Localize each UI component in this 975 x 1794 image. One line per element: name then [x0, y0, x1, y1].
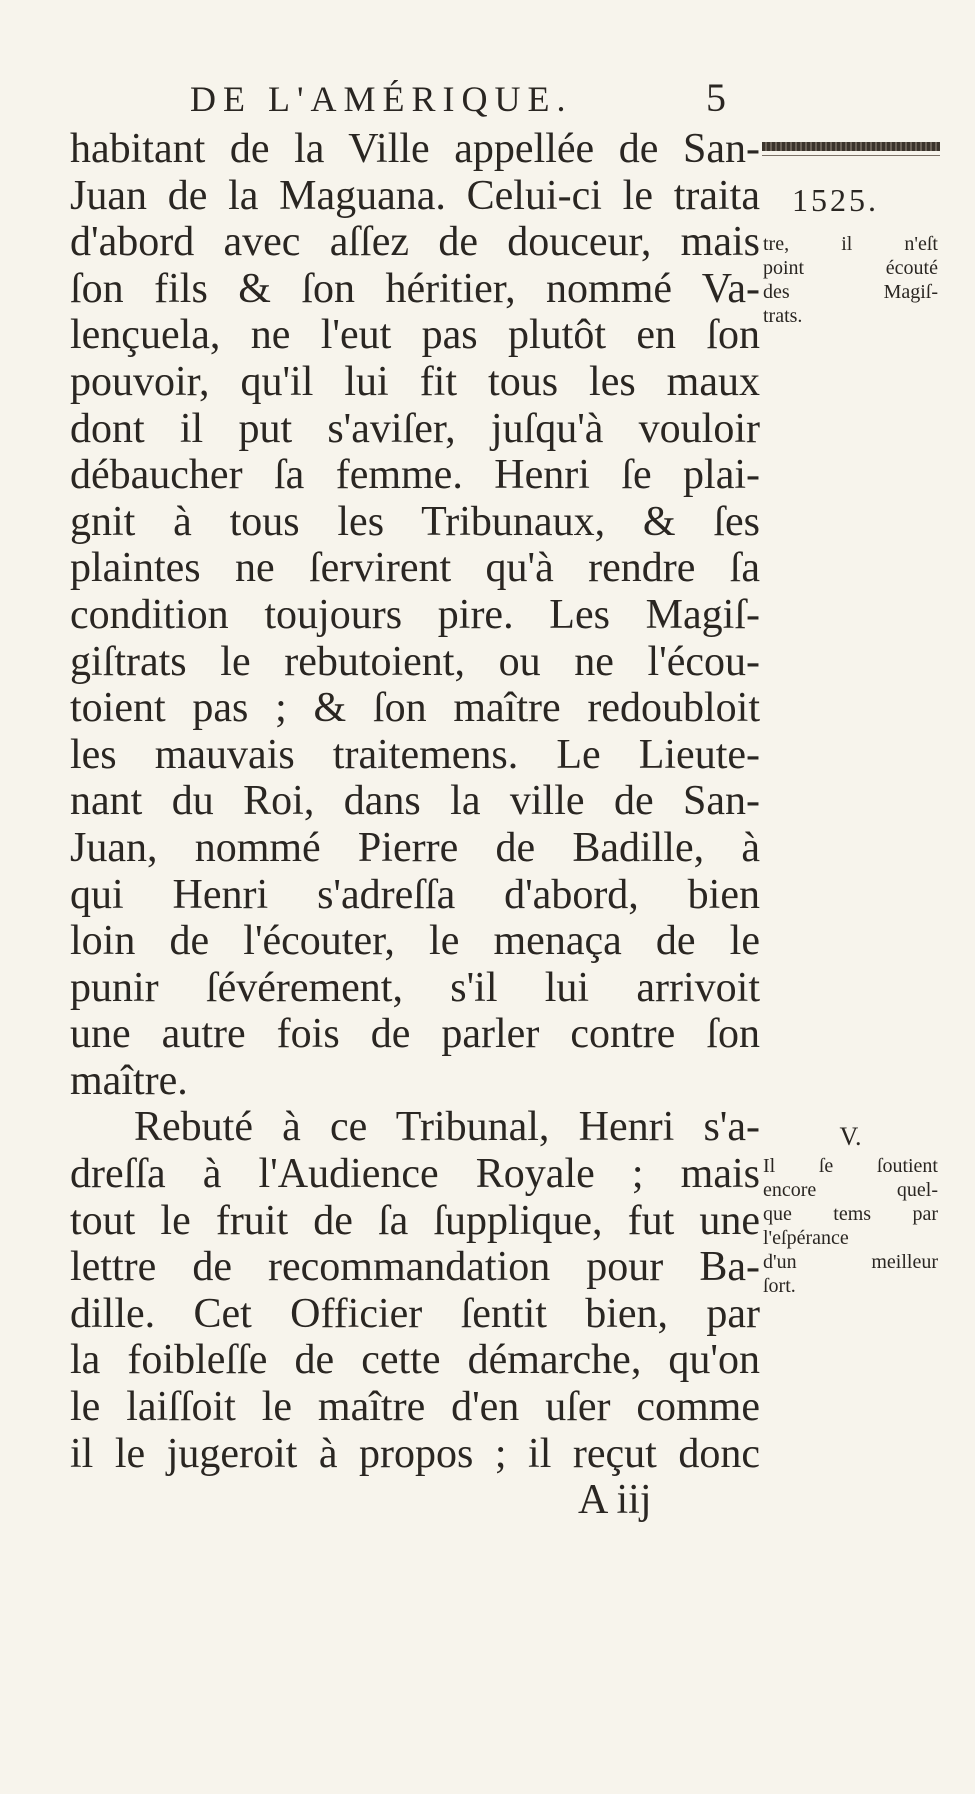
- marginal-note-2: [763, 1122, 938, 1298]
- marginal-note-line: d'un meilleur: [763, 1251, 938, 1273]
- text-line: débaucher ſa femme. Henri ſe plai-: [70, 452, 760, 499]
- text-line: une autre fois de parler contre ſon: [70, 1011, 760, 1058]
- text-line: dreſſa à l'Audience Royale ; mais: [70, 1151, 760, 1198]
- text-line: lettre de recommandation pour Ba-: [70, 1244, 760, 1291]
- text-line: giſtrats le rebutoient, ou ne l'écou-: [70, 638, 760, 685]
- marginal-rule-thin: [762, 155, 940, 156]
- text-line: tout le fruit de ſa ſupplique, fut une: [70, 1197, 760, 1244]
- marginal-note-line: des Magiſ-: [763, 281, 938, 303]
- text-line: pouvoir, qu'il lui fit tous les maux: [70, 358, 760, 405]
- text-line: Rebuté à ce Tribunal, Henri s'a-: [134, 1104, 760, 1151]
- text-line: toient pas ; & ſon maître redoubloit: [70, 685, 760, 732]
- signature-mark: A iij: [578, 1477, 652, 1524]
- text-line: condition toujours pire. Les Magiſ-: [70, 591, 760, 638]
- marginal-note-line: ſort.: [763, 1275, 796, 1297]
- text-line: loin de l'écouter, le menaça de le: [70, 918, 760, 965]
- text-line: plaintes ne ſervirent qu'à rendre ſa: [70, 545, 760, 592]
- marginal-note-line: point écouté: [763, 257, 938, 279]
- text-line: dille. Cet Officier ſentit bien, par: [70, 1290, 760, 1337]
- page-number: 5: [706, 75, 726, 120]
- marginal-note-line: encore quel-: [763, 1179, 938, 1201]
- text-line: la foibleſſe de cette démarche, qu'on: [70, 1337, 760, 1384]
- text-line: punir ſévérement, s'il lui arrivoit: [70, 964, 760, 1011]
- marginal-rule: [762, 142, 940, 151]
- text-line: Juan de la Maguana. Celui-ci le traita: [70, 172, 760, 219]
- text-line: dont il put s'aviſer, juſqu'à vouloir: [70, 405, 760, 452]
- text-line: lençuela, ne l'eut pas plutôt en ſon: [70, 312, 760, 359]
- text-line: qui Henri s'adreſſa d'abord, bien: [70, 871, 760, 918]
- marginal-note-line: tre, il n'eſt: [763, 233, 938, 255]
- text-line: ſon fils & ſon héritier, nommé Va-: [70, 265, 760, 312]
- marginal-note-line: l'eſpérance: [763, 1227, 849, 1249]
- text-line: gnit à tous les Tribunaux, & ſes: [70, 498, 760, 545]
- text-line: maître.: [70, 1057, 188, 1104]
- text-line: habitant de la Ville appellée de San-: [70, 126, 760, 172]
- text-line: d'abord avec aſſez de douceur, mais: [70, 219, 760, 266]
- running-title: DE L'AMÉRIQUE.: [190, 79, 573, 119]
- text-line: les mauvais traitemens. Le Lieute-: [70, 731, 760, 778]
- marginal-note-numeral: V.: [839, 1122, 862, 1151]
- text-line: Juan, nommé Pierre de Badille, à: [70, 824, 760, 871]
- text-line: le laiſſoit le maître d'en uſer comme: [70, 1384, 760, 1431]
- marginal-year: 1525.: [792, 182, 879, 218]
- text-line: il le jugeroit à propos ; il reçut donc: [70, 1430, 760, 1477]
- text-line: nant du Roi, dans la ville de San-: [70, 778, 760, 825]
- marginal-note-line: Il ſe ſoutient: [763, 1155, 938, 1177]
- marginal-note-1: [763, 232, 938, 328]
- marginal-note-line: que tems par: [763, 1203, 938, 1225]
- body-text: [70, 126, 760, 1524]
- marginal-note-line: trats.: [763, 305, 803, 327]
